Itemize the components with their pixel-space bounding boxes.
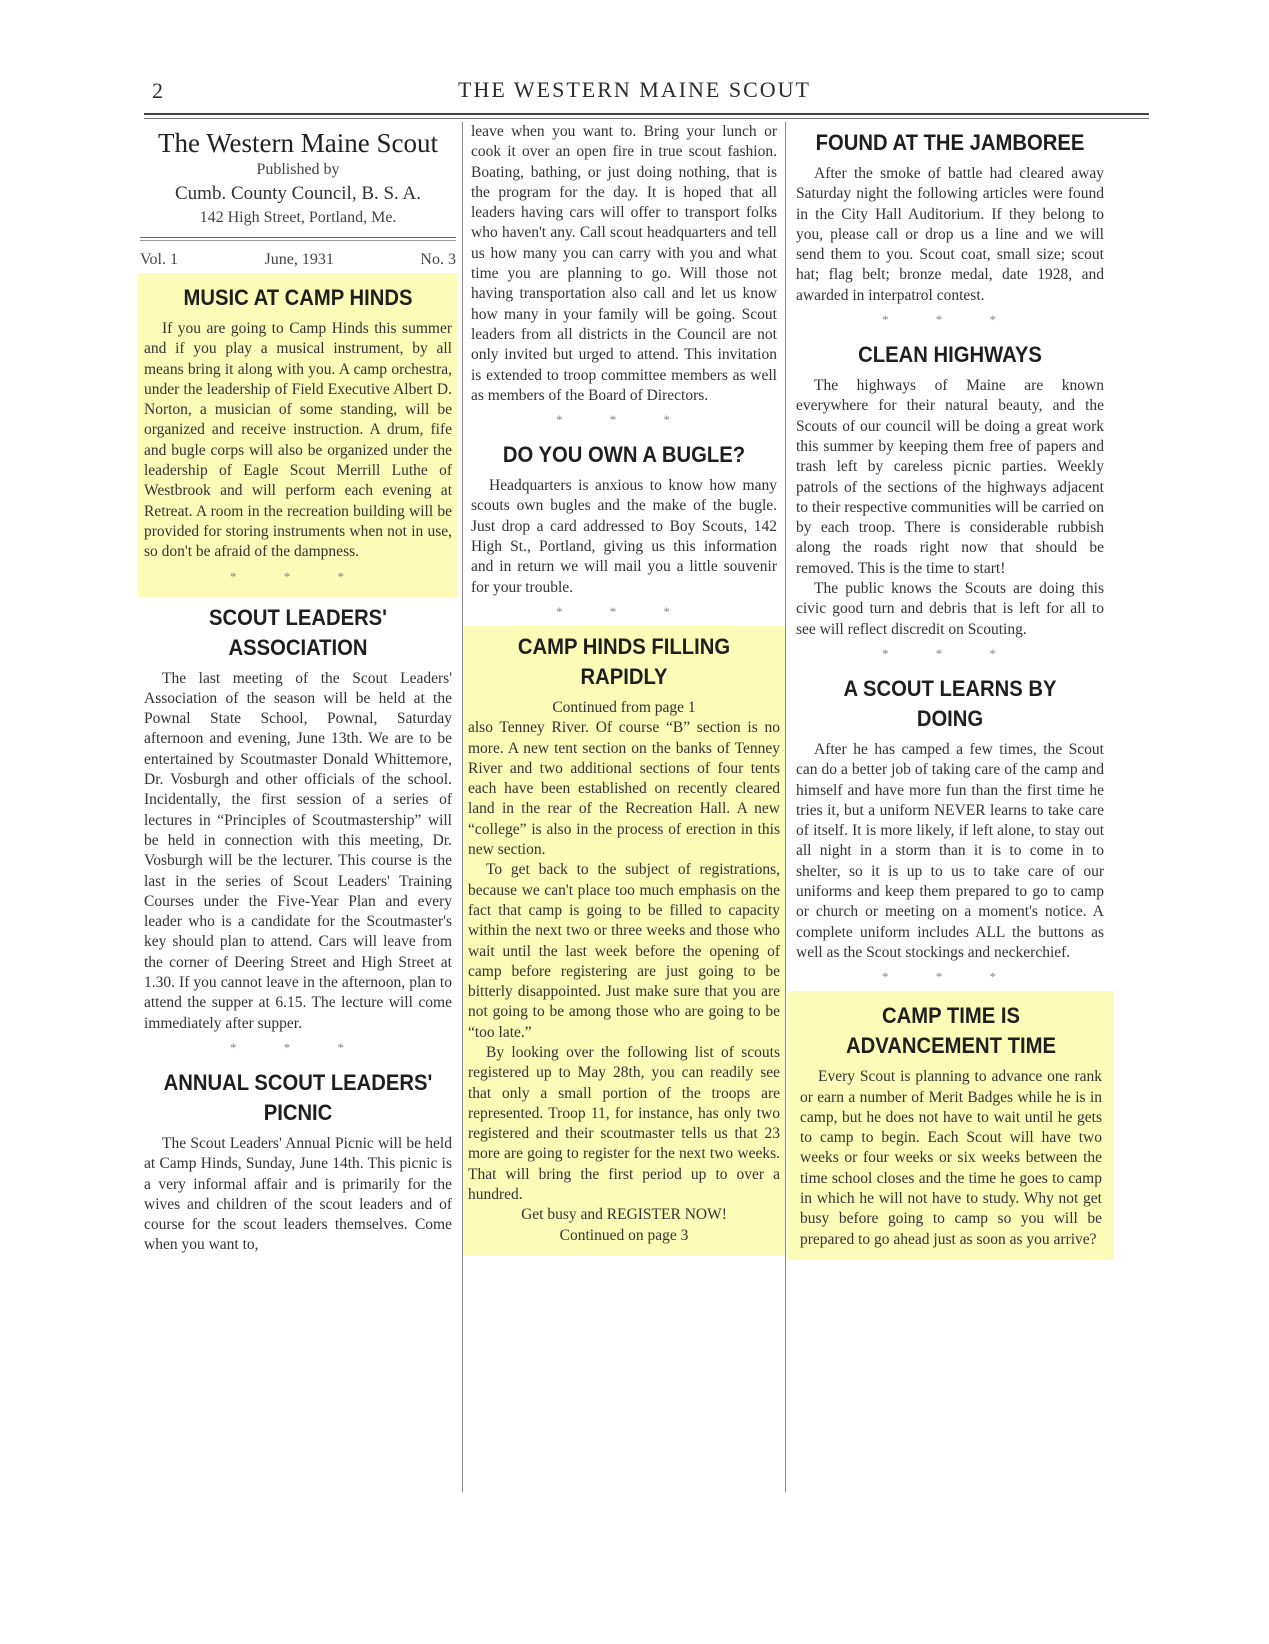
article-title: DO YOU OWN A BUGLE? xyxy=(502,442,746,468)
issue-date: June, 1931 xyxy=(264,251,334,268)
issue-info xyxy=(140,247,456,273)
separator: * * * xyxy=(556,412,692,428)
article-bugle xyxy=(467,434,781,626)
separator: * * * xyxy=(882,312,1018,328)
continued-on: Continued on page 3 xyxy=(559,1226,689,1244)
article-title: FOUND AT THE JAMBOREE xyxy=(815,130,1085,155)
separator: * * * xyxy=(556,603,692,619)
masthead-rule xyxy=(140,237,456,238)
article-learns-by-doing xyxy=(790,668,1110,991)
issue-number: No. 3 xyxy=(420,251,456,268)
article-body: The public knows the Scouts are doing this civic good turn and debris that is left for all to see will reflect discredit on Scouting. xyxy=(796,580,1104,638)
column-3 xyxy=(790,122,1110,1260)
article-body: After he has camped a few times, the Scout can do a better job of taking care of the camp and himself and have more fun than the first time he tries it, but a uniform NEVER learns to take care of itself. It is more likely, if left alone, to stay out all night in a storm than it is to come in to shelter, so it is up to us to take care of our uniforms and keep them prepared to go to camp or church or meeting on a moment's notice. A complete uniform includes ALL the buttons as well as the Scout stockings and neckerchief. xyxy=(796,740,1104,961)
article-title: CAMP TIME IS ADVANCEMENT TIME xyxy=(846,1003,1056,1059)
separator: * * * xyxy=(882,969,1018,985)
article-body: leave when you want to. Bring your lunch or cook it over an open fire in true scout fashion. Boating, bathing, or just doing nothing, that is the program for the day. It is hoped that all leaders having cars will offer to transport folks who haven't any. Call scout headquarters and tell us how many you can carry with you and what time you are planning to go. Will those not having transportation also call and let us know how many in your family will be going. Scout leaders from all districts in the Council are not only invited but urged to attend. This invitation is extended to troop committee members as well as members of the Board of Directors. xyxy=(471,123,777,404)
article-music xyxy=(138,273,458,597)
article-title: A SCOUT LEARNS BY DOING xyxy=(843,675,1057,731)
article-title: MUSIC AT CAMP HINDS xyxy=(183,285,413,310)
article-title: CAMP HINDS FILLING RAPIDLY xyxy=(517,633,731,689)
article-body: To get back to the subject of registrations, because we can't place too much emphasis on the fact that camp is going to be filled to capacity within the next two or three weeks and those who wait until the last week before the opening of camp before registering are just going to be bitterly disappointed. Just make sure that you are not going to be among those who are going to be “too late.” xyxy=(468,861,780,1041)
article-camp-filling xyxy=(463,626,785,1256)
article-title: ANNUAL SCOUT LEADERS' PICNIC xyxy=(163,1069,433,1125)
article-title: CLEAN HIGHWAYS xyxy=(858,342,1042,368)
article-body: The Scout Leaders' Annual Picnic will be held at Camp Hinds, Sunday, June 14th. This picnic is a very informal affair and is primarily for the wives and children of the scout leaders and of course for the scout leaders themselves. Come when you want to, xyxy=(144,1134,452,1254)
article-title: SCOUT LEADERS' ASSOCIATION xyxy=(209,604,387,660)
masthead-address: 142 High Street, Portland, Me. xyxy=(199,209,397,226)
separator: * * * xyxy=(230,568,366,584)
masthead-council: Cumb. County Council, B. S. A. xyxy=(175,183,421,204)
continued-from: Continued from page 1 xyxy=(552,698,696,716)
article-picnic xyxy=(140,1062,456,1256)
column-2 xyxy=(467,122,781,1256)
article-jamboree xyxy=(790,122,1110,334)
article-body: If you are going to Camp Hinds this summer and if you play a musical instrument, by all means bring it along with you. A camp orchestra, under the leadership of Field Executive Albert D. Norton, a musician of some standing, will be organized and receive instruction. A drum, fife and bugle corps will also be organized under the leadership of Eagle Scout Merrill Luthe of Westbrook and will perform each evening at Retreat. A room in the recreation building will be provided for storing instruments when not in use, so don't be afraid of the dampness. xyxy=(144,320,452,561)
article-body: After the smoke of battle had cleared away Saturday night the following articles were found in the City Hall Auditorium. If they belong to you, please call or drop us a line and we will send them to you. Scout coat, small size; scout hat; flag belt; bronze medal, date 1928, and awarded in interpatrol contest. xyxy=(796,165,1104,304)
article-body: The highways of Maine are known everywhere for their natural beauty, and the Scouts of our council will be doing a great work this summer by keeping them free of papers and trash left by careless picnic parties. Weekly patrols of the sections of the highways adjacent to their respective communities will be carried on by each troop. There is considerable rubbish along the roads right now that should be removed. This is the time to start! xyxy=(796,377,1104,577)
volume: Vol. 1 xyxy=(140,251,178,268)
masthead-title: The Western Maine Scout xyxy=(157,128,438,158)
header-rule-thin xyxy=(144,118,1149,119)
article-body: Headquarters is anxious to know how many scouts own bugles and the make of the bugle. Just drop a card addressed to Boy Scouts, 142 High St., Portland, giving us this information and in return we will mail you a little souvenir for your trouble. xyxy=(471,477,777,596)
header-rule xyxy=(144,113,1149,115)
masthead-rule-thin xyxy=(140,240,456,241)
article-body: The last meeting of the Scout Leaders' Association of the season will be held at the Pownal State School, Pownal, Saturday afternoon and evening, June 13th. We are to be entertained by Scoutmaster Donald Whittemore, Dr. Vosburgh and other officials of the school. Incidentally, the first session of a series of lectures in “Principles of Scoutmastership” will be held in connection with this meeting, Dr. Vosburgh will be the lecturer. This course is the last in the series of Scout Leaders' Training Courses under the Five-Year Plan and every leader who is a candidate for the Scoutmaster's key should plan to attend. Cars will leave from the corner of Deering Street and High Street at 1.30. If you cannot leave in the afternoon, plan to attend the supper at 6.15. The lecture will come immediately after supper. xyxy=(144,669,452,1032)
article-leaders-association xyxy=(140,597,456,1062)
separator: * * * xyxy=(230,1039,366,1055)
separator: * * * xyxy=(882,645,1018,661)
column-divider xyxy=(785,122,786,1492)
article-body: By looking over the following list of scouts registered up to May 28th, you can readily see that only a small portion of the troops are represented. Troop 11, for instance, has only two registered and their scoutmaster tells us that 23 more are going to register for the next two weeks. That will bring the first period up to over a hundred. xyxy=(468,1043,780,1204)
masthead-published-by: Published by xyxy=(256,161,340,178)
page-number: 2 xyxy=(152,78,163,103)
article-body: Every Scout is planning to advance one rank or earn a number of Merit Badges while he is in camp, but he does not have to wait until he gets to camp to begin. Each Scout will have two weeks or four weeks or six weeks between the time school closes and the time he goes to camp in which he will not have to study. Why not get busy before going to camp so you will be prepared to go ahead just as soon as you arrive? xyxy=(800,1068,1102,1248)
column-1 xyxy=(140,122,456,1256)
article-body: also Tenney River. Of course “B” section is no more. A new tent section on the banks of Tenney River and two additional sections of four tents each have been established on recently cleared land in the rear of the Recreation Hall. A new “college” is also in the process of erection in this new section. xyxy=(468,719,780,859)
article-advancement xyxy=(788,991,1114,1260)
masthead xyxy=(140,128,456,273)
article-clean-highways xyxy=(790,334,1110,668)
article-picnic-continued xyxy=(467,122,781,434)
running-title: THE WESTERN MAINE SCOUT xyxy=(458,77,811,102)
call-to-action: Get busy and REGISTER NOW! xyxy=(521,1206,727,1224)
